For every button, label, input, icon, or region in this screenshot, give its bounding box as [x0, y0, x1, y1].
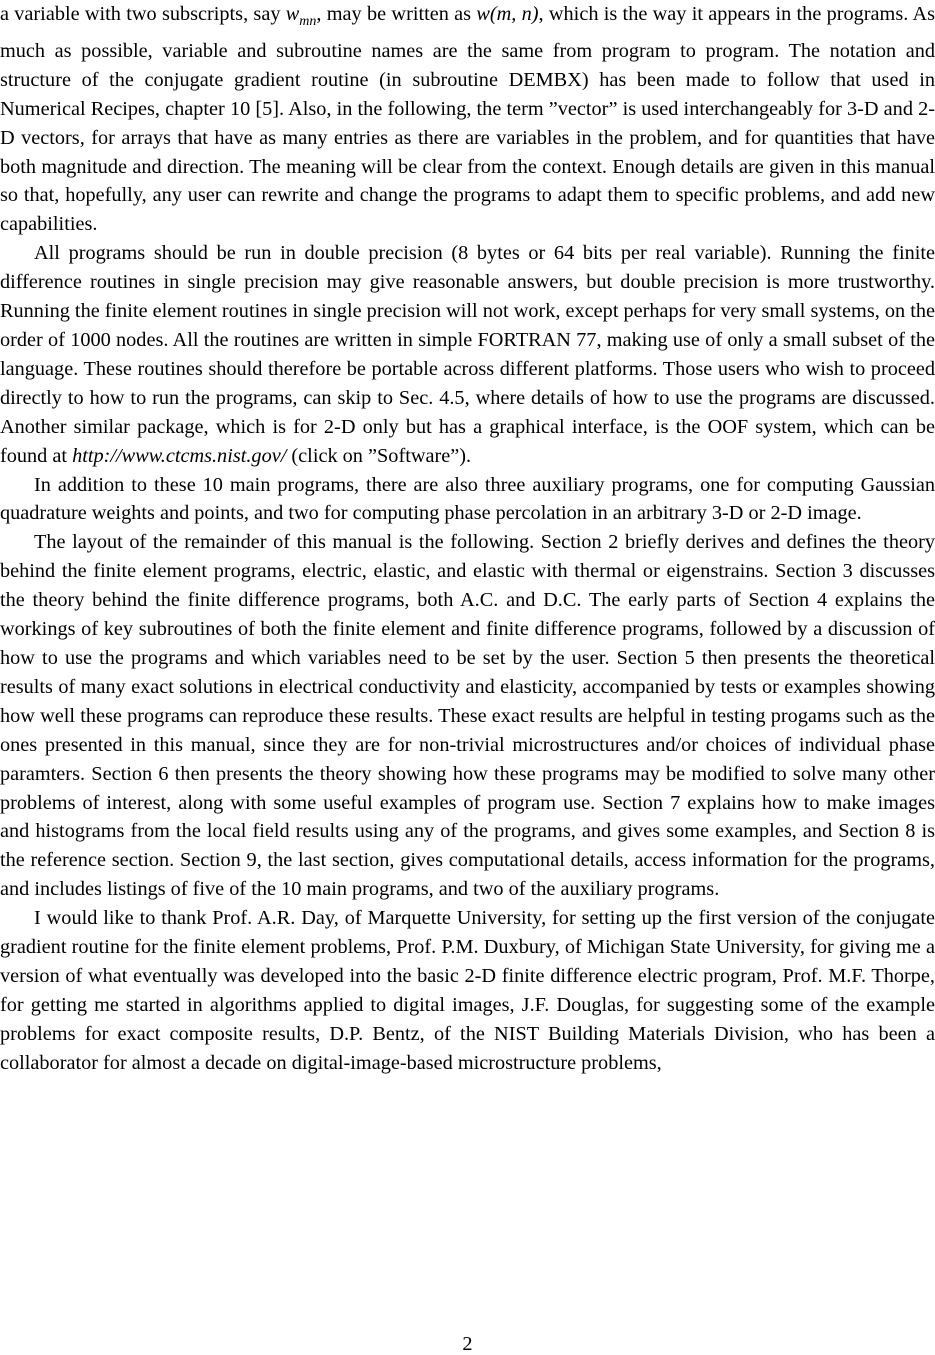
paragraph-double-precision	[0, 239, 935, 470]
paragraph-1-rest: , which is the way it appears in the programs. As much as possible, variable and subroutine names are the same from program to program. The notation and structure of the conjugate gradient routine (in subroutine DEMBX) has been made to follow that used in Numerical Recipes, chapter 10 [5]. Also, in the following, the term ”vector” is used interchangeably for 3-D and 2-D vectors, for arrays that have as many entries as there are variables in the problem, and for quantities that have both magnitude and direction. The meaning will be clear from the context. Enough details are given in this manual so that, hopefully, any user can rewrite and change the programs to adapt them to specific problems, and add new capabilities.	[0, 3, 935, 236]
math-w-mn	[285, 3, 317, 30]
page-number: 2	[462, 1333, 473, 1355]
paragraph-2-text: All programs should be run in double precision (8 bytes or 64 bits per real variable). Running the finite difference routines in single precision may give reasonable answers, but double precision is more trustworthy. Running the finite element routines in single precision will not work, except perhaps for very small systems, on the order of 1000 nodes. All the routines are written in simple FORTRAN 77, making use of only a small subset of the language. These routines should therefore be portable across different platforms. Those users who wish to proceed directly to how to run the programs, can skip to Sec. 4.5, where details of how to use the programs are discussed. Another similar package, which is for 2-D only but has a graphical interface, is the OOF system, which can be found at	[0, 242, 935, 467]
ctcms-url-link[interactable]: http://www.ctcms.nist.gov/	[72, 444, 287, 467]
math-w-of-m-n: w(m, n)	[476, 3, 539, 25]
paragraph-2-after-url: (click on ”Software”).	[286, 444, 472, 467]
math-subscript-mn: mn	[299, 14, 317, 30]
paragraph-manual-layout: The layout of the remainder of this manual is the following. Section 2 briefly derives and defines the theory behind the finite element programs, electric, elastic, and elastic with thermal or eigenstrains. Section 3 discusses the theory behind the finite difference programs, both A.C. and D.C. The early parts of Section 4 explains the workings of key subroutines of both the finite element and finite difference programs, followed by a discussion of how to use the programs and which variables need to be set by the user. Section 5 then presents the theoretical results of many exact solutions in electrical conductivity and elasticity, accompanied by tests or examples showing how well these programs can reproduce these results. These exact results are helpful in testing progams such as the ones presented in this manual, since they are for non-trivial microstructures and/or choices of individual phase paramters. Section 6 then presents the theory showing how these programs may be modified to solve many other problems of interest, along with some useful examples of program use. Section 7 explains how to make images and histograms from the local field results using any of the programs, and gives some examples, and Section 8 is the reference section. Section 9, the last section, gives computational details, access information for the programs, and includes listings of five of the 10 main programs, and two of the auxiliary programs.	[0, 531, 935, 901]
math-variable-w: w	[285, 3, 300, 25]
paragraph-1-lead: a variable with two subscripts, say	[0, 3, 286, 25]
paragraph-acknowledgements: I would like to thank Prof. A.R. Day, of Marquette University, for setting up the first version of the conjugate gradient routine for the finite element problems, Prof. P.M. Duxbury, of Michigan State University, for giving me a version of what eventually was developed into the basic 2-D finite difference electric program, Prof. M.F. Thorpe, for getting me started in algorithms applied to digital images, J.F. Douglas, for suggesting some of the example problems for exact composite results, D.P. Bentz, of the NIST Building Materials Division, who has been a collaborator for almost a decade on digital-image-based microstructure problems,	[0, 907, 935, 1074]
paragraph-auxiliary-programs: In addition to these 10 main programs, there are also three auxiliary programs, one for computing Gaussian quadrature weights and points, and two for computing phase percolation in an arbitrary 3-D or 2-D image.	[0, 473, 935, 525]
paragraph-1-after-var: , may be written as	[316, 3, 477, 25]
paragraph-variable-notation	[0, 0, 935, 239]
